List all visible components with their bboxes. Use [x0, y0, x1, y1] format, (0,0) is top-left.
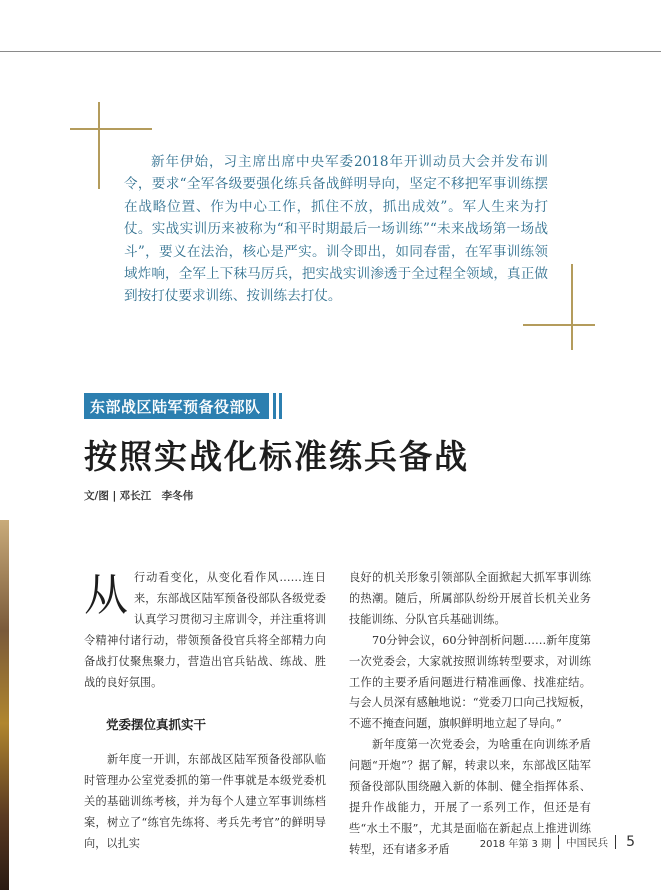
ornament-bottom-right-vertical: [571, 264, 573, 350]
edge-photo-strip: [0, 520, 9, 890]
intro-paragraph: 新年伊始，习主席出席中央军委2018年开训动员大会并发布训令，要求“全军各级要强化练兵备战鲜明导向，坚定不移把军事训练摆在战略位置、作为中心工作，抓住不放，抓出成效”。军人生来为打仗。实战实训历来被称为“和平时期最后一场训练”“未来战场第一场战斗”，要义在法治，核心是严实。训令即出，如同春雷，在军事训练领域炸响，全军上下秣马厉兵，把实战实训渗透于全过程全领域，真正做到按打仗要求训练、按训练去打仗。: [124, 154, 548, 305]
body-paragraph: 新年度一开训，东部战区陆军预备役部队临时管理办公室党委抓的第一件事就是本级党委机关的基础训练考核，并为每个人建立军事训练档案，树立了“练官先练将、考兵先考官”的鲜明导向，以扎实: [84, 753, 326, 850]
byline-authors: 邓长江 李冬伟: [119, 490, 194, 502]
subheading: 党委摆位真抓实干: [106, 717, 207, 733]
footer-issue: 2018 年第 3 期: [479, 838, 552, 850]
dropcap: 从: [84, 570, 128, 621]
ornament-top-left-vertical: [98, 102, 100, 189]
page-number: 5: [626, 834, 635, 850]
headline: 按照实战化标准练兵备战: [84, 437, 469, 476]
body-column-right: [349, 568, 591, 861]
body-paragraph: 新年度第一次党委会，为啥重在向训练矛盾问题“开炮”？据了解，转隶以来，东部战区陆军预备役部队围绕融入新的体制、健全指挥体系、提升作战能力，开展了一系列工作，但还是有些“水土不服”，尤其是面临在新起点上推进训练转型，还有诸多矛盾: [349, 738, 591, 856]
body-column-left: [84, 568, 326, 855]
byline: [84, 488, 193, 503]
page-footer: [480, 834, 635, 850]
section-tag-label: 东部战区陆军预备役部队: [90, 397, 261, 416]
footer-magazine: 中国民兵: [566, 836, 609, 849]
ornament-top-left-horizontal: [70, 128, 152, 130]
ornament-bottom-right-horizontal: [523, 324, 595, 326]
top-rule: [0, 51, 661, 52]
body-paragraph: 良好的机关形象引领部队全面掀起大抓军事训练的热潮。随后，所属部队纷纷开展首长机关业务技能训练、分队官兵基础训练。: [349, 571, 591, 626]
section-tag: [84, 393, 269, 419]
body-paragraph: 70分钟会议，60分钟剖析问题……新年度第一次党委会，大家就按照训练转型要求，对训练工作的主要矛盾问题进行精准画像、找准症结。与会人员深有感触地说：“党委刀口向己找短板，不遮不掩查问题，旗帜鲜明地立起了导向。”: [349, 633, 591, 731]
body-text: 行动看变化，从变化看作风……连日来，东部战区陆军预备役部队各级党委认真学习贯彻习主席训令，并注重将训令精神付诸行动，带领预备役官兵将全部精力向备战打仗聚焦聚力，营造出官兵钻战、练战、胜战的良好氛围。: [84, 571, 326, 689]
footer-separator: [558, 835, 559, 849]
section-tag-bars: [273, 393, 282, 419]
byline-label: 文/图 |: [84, 490, 117, 502]
body-paragraph: [84, 568, 326, 693]
footer-separator: [615, 835, 616, 849]
